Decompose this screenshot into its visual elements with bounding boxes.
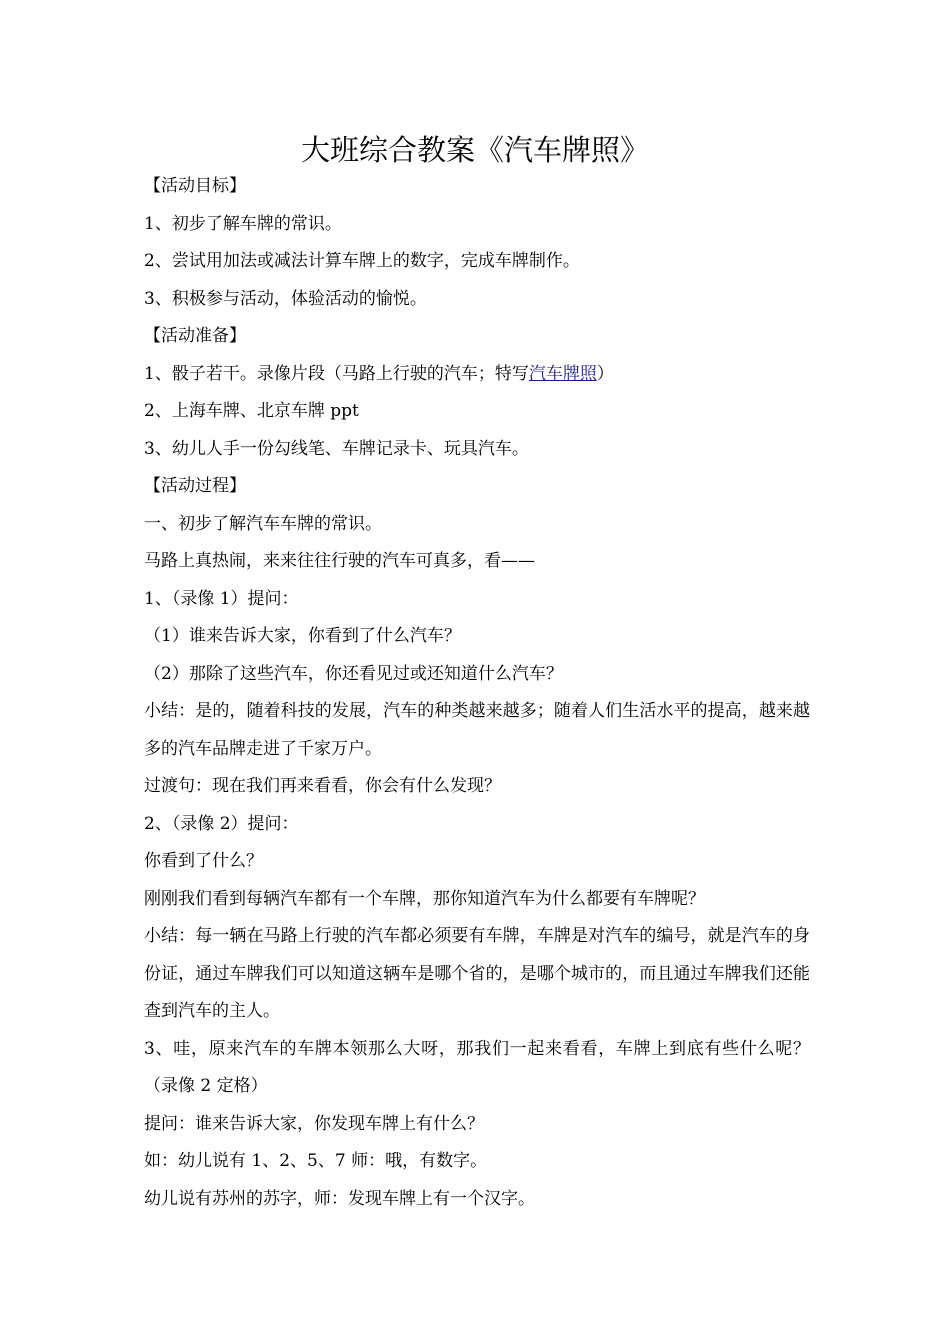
section-heading-preparation: 【活动准备】 <box>144 326 246 346</box>
body-paragraph: （2）那除了这些汽车，你还看见过或还知道什么汽车？ <box>144 663 563 684</box>
preparation-item: 3、幼儿人手一份勾线笔、车牌记录卡、玩具汽车。 <box>144 438 529 459</box>
body-paragraph: （1）谁来告诉大家，你看到了什么汽车？ <box>144 626 461 646</box>
goal-item: 2、尝试用加法或减法计算车牌上的数字，完成车牌制作。 <box>144 251 580 271</box>
summary-paragraph: 小结：每一辆在马路上行驶的汽车都必须要有车牌，车牌是对汽车的编号，就是汽车的身份证，通过车牌我们可以知道这辆车是哪个省的，是哪个城市的，而且通过车牌我们还能查到汽车的主人。 <box>144 926 810 1021</box>
body-paragraph: 3、哇，原来汽车的车牌本领那么大呀，那我们一起来看看，车牌上到底有些什么呢？（录像 2 定格） <box>144 1038 810 1096</box>
document-title: 大班综合教案《汽车牌照》 <box>300 133 649 167</box>
goal-item: 3、积极参与活动，体验活动的愉悦。 <box>144 288 427 309</box>
body-paragraph: 如：幼儿说有 1、2、5、7 师：哦，有数字。 <box>144 1151 488 1171</box>
process-step-heading: 一、初步了解汽车车牌的常识。 <box>144 513 382 534</box>
body-paragraph: 1、（录像 1）提问： <box>144 588 299 609</box>
preparation-item <box>144 356 810 394</box>
preparation-text-end: ） <box>596 363 614 384</box>
preparation-item: 2、上海车牌、北京车牌 ppt <box>144 401 359 421</box>
document-body <box>144 168 810 1218</box>
license-plate-link[interactable]: 汽车牌照 <box>528 363 597 384</box>
body-paragraph: 幼儿说有苏州的苏字，师：发现车牌上有一个汉字。 <box>144 1188 535 1209</box>
body-paragraph: 过渡句：现在我们再来看看，你会有什么发现？ <box>144 776 501 796</box>
body-paragraph: 提问：谁来告诉大家，你发现车牌上有什么？ <box>144 1113 484 1134</box>
goal-item: 1、初步了解车牌的常识。 <box>144 213 342 234</box>
body-paragraph: 你看到了什么？ <box>144 851 263 871</box>
summary-paragraph: 小结：是的，随着科技的发展，汽车的种类越来越多；随着人们生活水平的提高，越来越多的汽车品牌走进了千家万户。 <box>144 701 810 759</box>
body-paragraph: 2、（录像 2）提问： <box>144 813 299 834</box>
body-paragraph: 刚刚我们看到每辆汽车都有一个车牌，那你知道汽车为什么都要有车牌呢？ <box>144 888 705 909</box>
preparation-text: 1、骰子若干。录像片段（马路上行驶的汽车；特写 <box>144 363 529 384</box>
section-heading-goals: 【活动目标】 <box>144 176 246 196</box>
body-paragraph: 马路上真热闹，来来往往行驶的汽车可真多，看—— <box>144 551 535 571</box>
section-heading-process: 【活动过程】 <box>144 476 246 496</box>
